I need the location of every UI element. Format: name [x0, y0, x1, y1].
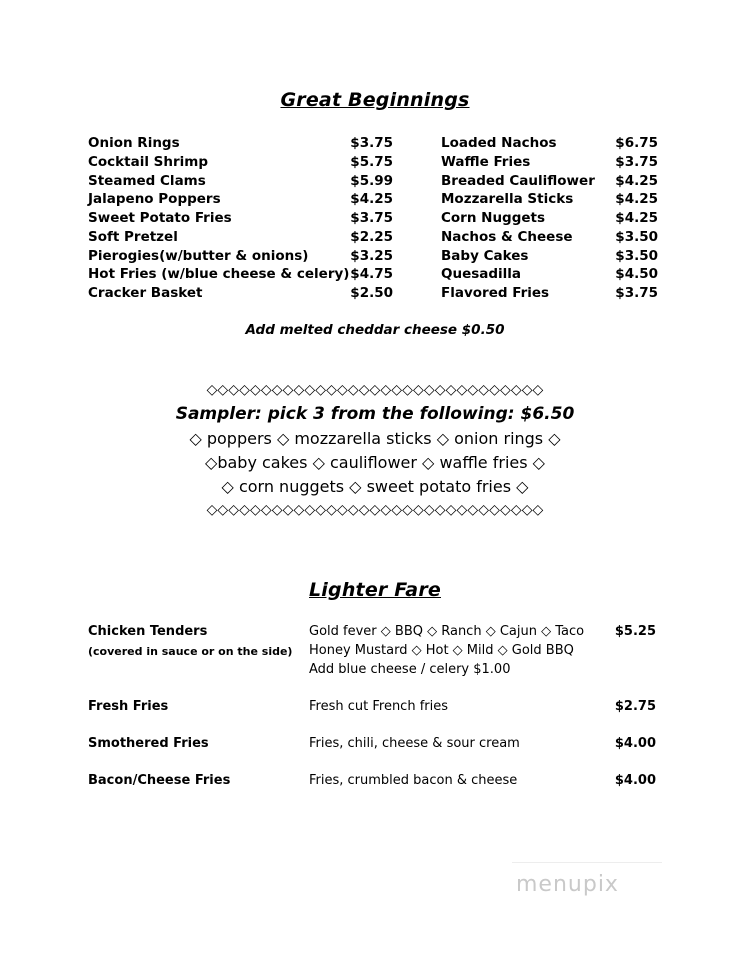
smothered-fries-price: $4.00	[614, 736, 656, 751]
menu-item	[441, 153, 658, 172]
sampler-options-line: ◇baby cakes ◇ cauliflower ◇ waffle fries ◇	[205, 453, 545, 472]
bacon-cheese-fries-price: $4.00	[614, 773, 656, 788]
item-price: $6.75	[615, 135, 658, 151]
item-name: Quesadilla	[441, 266, 522, 283]
item-name: Waffle Fries	[441, 153, 531, 170]
item-price: $4.75	[350, 266, 393, 283]
item-price: $2.25	[350, 228, 393, 245]
diamond-border-bottom: ◇◇◇◇◇◇◇◇◇◇◇◇◇◇◇◇◇◇◇◇◇◇◇◇◇◇◇◇◇◇◇	[206, 502, 544, 518]
item-name: Flavored Fries	[441, 285, 550, 301]
fresh-fries-price: $2.75	[614, 699, 656, 714]
item-name: Corn Nuggets	[441, 210, 546, 226]
item-name: Baby Cakes	[441, 247, 529, 264]
menu-item	[441, 209, 658, 228]
menu-item	[441, 172, 658, 191]
menu-item	[88, 134, 393, 153]
item-price: $4.50	[615, 266, 658, 283]
item-price: $4.25	[350, 191, 393, 208]
item-price: $3.75	[350, 135, 393, 151]
menu-item	[441, 247, 658, 266]
item-name: Steamed Clams	[88, 172, 206, 189]
great-beginnings-right-column	[441, 134, 658, 303]
item-price: $5.99	[350, 172, 393, 189]
menu-item	[88, 172, 393, 191]
item-price: $2.50	[350, 285, 393, 301]
watermark-divider	[512, 862, 662, 863]
menu-item	[441, 134, 658, 153]
item-name: Breaded Cauliflower	[441, 172, 595, 189]
item-name: Onion Rings	[88, 135, 180, 151]
lighter-fare-heading: Lighter Fare	[309, 579, 441, 601]
item-name: Mozzarella Sticks	[441, 191, 574, 208]
item-price: $5.75	[350, 153, 393, 170]
chicken-tenders-price: $5.25	[614, 624, 656, 639]
menu-item	[88, 284, 393, 303]
item-name: Cracker Basket	[88, 285, 203, 301]
menu-item	[88, 190, 393, 209]
chicken-tenders-desc: Honey Mustard ◇ Hot ◇ Mild ◇ Gold BBQ	[309, 643, 574, 658]
item-price: $3.75	[615, 153, 658, 170]
item-price: $3.75	[615, 285, 658, 301]
fresh-fries-desc: Fresh cut French fries	[309, 699, 449, 714]
fresh-fries-name: Fresh Fries	[88, 699, 169, 714]
bacon-cheese-fries-name: Bacon/Cheese Fries	[88, 773, 231, 788]
item-price: $3.50	[615, 228, 658, 245]
item-name: Loaded Nachos	[441, 135, 557, 151]
item-name: Cocktail Shrimp	[88, 153, 209, 170]
great-beginnings-left-column	[88, 134, 393, 303]
item-price: $3.50	[615, 247, 658, 264]
smothered-fries-desc: Fries, chili, cheese & sour cream	[309, 736, 520, 751]
menu-item	[441, 190, 658, 209]
menu-item	[441, 265, 658, 284]
chicken-tenders-name: Chicken Tenders	[88, 624, 208, 639]
item-name: Sweet Potato Fries	[88, 210, 232, 226]
chicken-tenders-desc: Add blue cheese / celery $1.00	[309, 662, 511, 677]
menu-item	[441, 284, 658, 303]
item-price: $3.25	[350, 247, 393, 264]
item-name: Hot Fries (w/blue cheese & celery)	[88, 266, 350, 283]
cheese-addon-note: Add melted cheddar cheese $0.50	[245, 322, 505, 338]
menu-item	[88, 247, 393, 266]
menu-item	[88, 209, 393, 228]
menu-item	[441, 228, 658, 247]
item-name: Jalapeno Poppers	[88, 191, 221, 208]
menupix-watermark: menupix	[516, 872, 619, 897]
item-price: $3.75	[350, 210, 393, 226]
diamond-border-top: ◇◇◇◇◇◇◇◇◇◇◇◇◇◇◇◇◇◇◇◇◇◇◇◇◇◇◇◇◇◇◇	[206, 382, 544, 398]
sampler-options-line: ◇ poppers ◇ mozzarella sticks ◇ onion rings ◇	[189, 429, 561, 448]
item-name: Nachos & Cheese	[441, 228, 573, 245]
item-price: $4.25	[615, 191, 658, 208]
menu-item	[88, 228, 393, 247]
chicken-tenders-desc: Gold fever ◇ BBQ ◇ Ranch ◇ Cajun ◇ Taco	[309, 624, 585, 639]
item-name: Pierogies(w/butter & onions)	[88, 247, 309, 264]
chicken-tenders-subtitle: (covered in sauce or on the side)	[88, 645, 293, 658]
item-price: $4.25	[615, 172, 658, 189]
menu-item	[88, 153, 393, 172]
item-price: $4.25	[615, 210, 658, 226]
menu-item	[88, 265, 393, 284]
item-name: Soft Pretzel	[88, 228, 178, 245]
bacon-cheese-fries-desc: Fries, crumbled bacon & cheese	[309, 773, 518, 788]
great-beginnings-heading: Great Beginnings	[280, 89, 470, 111]
sampler-title: Sampler: pick 3 from the following: $6.50	[175, 404, 575, 424]
sampler-options-line: ◇ corn nuggets ◇ sweet potato fries ◇	[221, 477, 529, 496]
smothered-fries-name: Smothered Fries	[88, 736, 209, 751]
